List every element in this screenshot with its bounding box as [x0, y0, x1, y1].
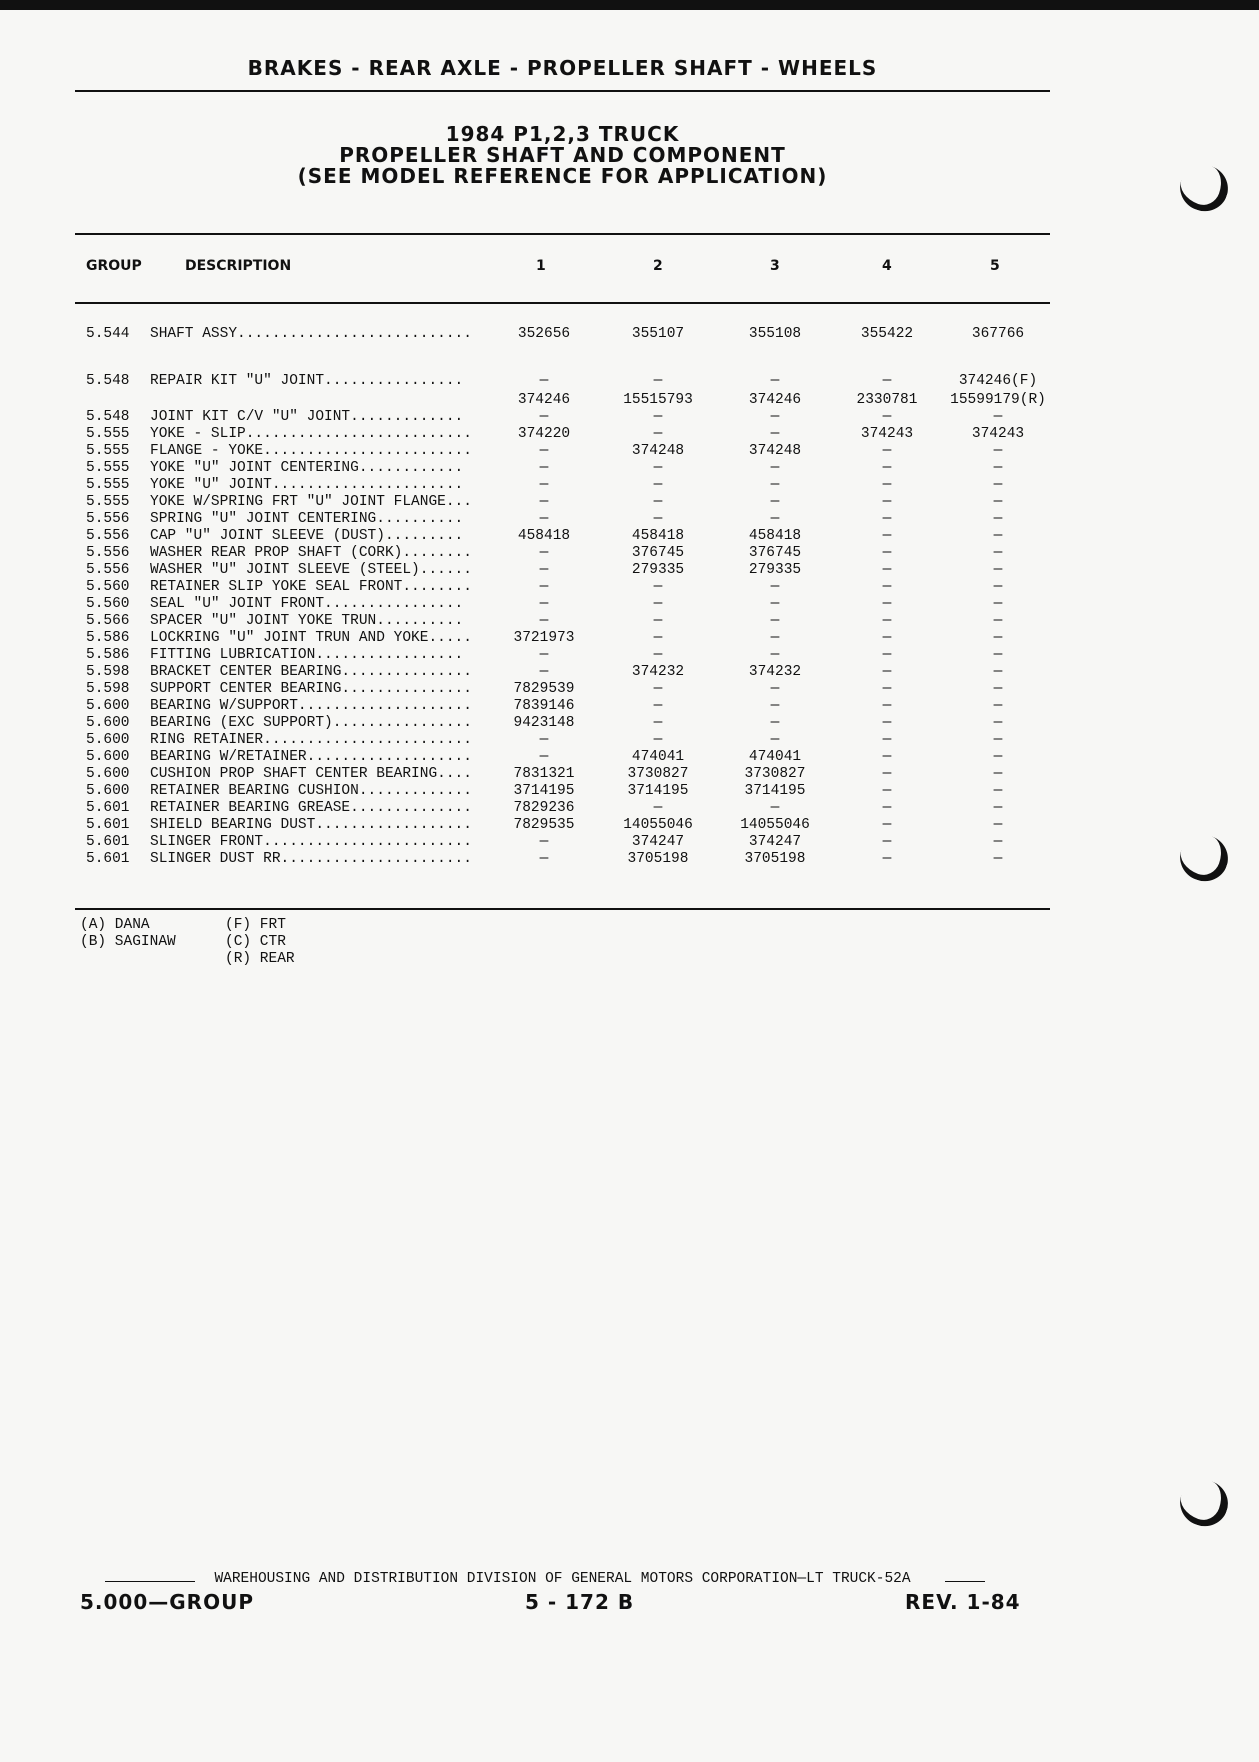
model-4-cell: — — [882, 715, 892, 731]
group-cell: 5.601 — [86, 817, 130, 833]
table-row — [0, 409, 1259, 426]
description-cell: RETAINER SLIP YOKE SEAL FRONT........ — [150, 579, 472, 595]
description-cell: FLANGE - YOKE........................ — [150, 443, 472, 459]
model-4-cell: — — [882, 373, 892, 389]
description-cell: WASHER "U" JOINT SLEEVE (STEEL)...... — [150, 562, 472, 578]
table-row — [0, 562, 1259, 579]
model-3-cell: — — [770, 613, 780, 629]
model-2-cell: — — [653, 373, 663, 389]
model-5-cell: — — [993, 613, 1003, 629]
description-cell: BEARING (EXC SUPPORT)................ — [150, 715, 472, 731]
group-cell: 5.560 — [86, 596, 130, 612]
model-4-cell: — — [882, 562, 892, 578]
model-1-cell: — — [539, 579, 549, 595]
model-3-cell: — — [770, 800, 780, 816]
table-row — [0, 834, 1259, 851]
model-3-cell: 376745 — [748, 545, 802, 561]
group-cell: 5.555 — [86, 460, 130, 476]
table-row — [0, 460, 1259, 477]
model-4-cell: — — [882, 596, 892, 612]
model-4-cell: — — [882, 766, 892, 782]
description-cell: SPACER "U" JOINT YOKE TRUN.......... — [150, 613, 464, 629]
model-5-cell: — — [993, 749, 1003, 765]
model-3-cell: — — [770, 373, 780, 389]
model-3-cell: — — [770, 579, 780, 595]
group-cell: 5.556 — [86, 511, 130, 527]
model-5-cell: — — [993, 681, 1003, 697]
model-4-cell: — — [882, 698, 892, 714]
footer-group-label: 5.000—GROUP — [80, 1590, 254, 1614]
description-cell: SHAFT ASSY........................... — [150, 326, 472, 342]
legend-item: (R) REAR — [225, 951, 295, 967]
table-row — [0, 732, 1259, 749]
model-5-cell: — — [993, 460, 1003, 476]
model-3-cell: — — [770, 409, 780, 425]
model-4-cell: 355422 — [860, 326, 914, 342]
model-2-cell: 3705198 — [627, 851, 689, 867]
description-cell: RETAINER BEARING GREASE.............. — [150, 800, 472, 816]
subtitle-line-1: 1984 P1,2,3 TRUCK — [445, 122, 680, 146]
group-cell: 5.566 — [86, 613, 130, 629]
column-header-2: 2 — [653, 258, 663, 274]
model-4-cell: — — [882, 460, 892, 476]
group-cell: 5.600 — [86, 766, 130, 782]
binder-hole-mark — [1174, 1473, 1235, 1533]
model-3-cell: 279335 — [748, 562, 802, 578]
column-header-3: 3 — [770, 258, 780, 274]
model-3-cell: — — [770, 426, 780, 442]
legend-item: (C) CTR — [225, 934, 286, 950]
description-cell: BEARING W/RETAINER................... — [150, 749, 472, 765]
table-row — [0, 851, 1259, 868]
model-2-cell: 374248 — [631, 443, 685, 459]
model-3-cell: 374232 — [748, 664, 802, 680]
legend-item: (B) SAGINAW — [80, 934, 176, 950]
model-5-cell: — — [993, 851, 1003, 867]
group-cell: 5.586 — [86, 630, 130, 646]
model-3-cell: 355108 — [748, 326, 802, 342]
model-5-cell: — — [993, 715, 1003, 731]
model-5-cell: — — [993, 766, 1003, 782]
model-3-cell: — — [770, 494, 780, 510]
model-4-cell: — — [882, 528, 892, 544]
model-2-cell: — — [653, 715, 663, 731]
model-3-cell: 14055046 — [740, 817, 810, 833]
description-cell: CUSHION PROP SHAFT CENTER BEARING.... — [150, 766, 472, 782]
group-cell: 5.601 — [86, 800, 130, 816]
description-cell: JOINT KIT C/V "U" JOINT............. — [150, 409, 464, 425]
model-4-cell: 374243 — [860, 426, 914, 442]
model-4-cell: — — [882, 664, 892, 680]
model-3-cell: — — [770, 698, 780, 714]
model-4-cell: — — [882, 545, 892, 561]
model-2-cell: — — [653, 800, 663, 816]
model-5-cell: — — [993, 443, 1003, 459]
model-2-cell: 279335 — [631, 562, 685, 578]
model-2-cell: — — [653, 426, 663, 442]
description-cell: SHIELD BEARING DUST.................. — [150, 817, 472, 833]
header-rule — [75, 90, 1050, 92]
table-row — [0, 545, 1259, 562]
model-3-cell: — — [770, 647, 780, 663]
model-4-cell: — — [882, 681, 892, 697]
table-row — [0, 647, 1259, 664]
group-cell: 5.560 — [86, 579, 130, 595]
table-bottom-rule — [75, 908, 1050, 910]
footer-page-number: 5 - 172 B — [525, 1590, 635, 1614]
model-3-cell: 458418 — [748, 528, 802, 544]
model-1-cell: — — [539, 834, 549, 850]
top-edge-bar — [0, 0, 1259, 10]
table-row — [0, 715, 1259, 732]
model-4-cell: — — [882, 477, 892, 493]
footer-division-text: WAREHOUSING AND DISTRIBUTION DIVISION OF GENERAL MOTORS CORPORATION—LT TRUCK-52A — [214, 1571, 911, 1587]
model-5-cell: — — [993, 477, 1003, 493]
model-2-cell: 14055046 — [623, 817, 693, 833]
model-5-cell: — — [993, 545, 1003, 561]
group-cell: 5.600 — [86, 732, 130, 748]
legend-item: (F) FRT — [225, 917, 286, 933]
binder-hole-mark — [1174, 158, 1235, 218]
group-cell: 5.601 — [86, 834, 130, 850]
model-1-cell: — — [539, 851, 549, 867]
group-cell: 5.556 — [86, 528, 130, 544]
model-3-cell: — — [770, 596, 780, 612]
group-cell: 5.598 — [86, 664, 130, 680]
description-cell: REPAIR KIT "U" JOINT................ — [150, 373, 464, 389]
table-row — [0, 749, 1259, 766]
model-4-cell: — — [882, 732, 892, 748]
model-5-cell: — — [993, 409, 1003, 425]
model-3-cell: — — [770, 630, 780, 646]
model-1-cell: 352656 — [517, 326, 571, 342]
model-1-cell: 374220 — [517, 426, 571, 442]
description-cell: YOKE "U" JOINT CENTERING............ — [150, 460, 464, 476]
table-row — [0, 817, 1259, 834]
table-row — [0, 477, 1259, 494]
description-cell: SPRING "U" JOINT CENTERING.......... — [150, 511, 464, 527]
model-1-cell: — — [539, 460, 549, 476]
page-header-title: BRAKES - REAR AXLE - PROPELLER SHAFT - WHEELS — [247, 56, 878, 80]
description-cell: YOKE - SLIP.......................... — [150, 426, 472, 442]
model-5-cell: — — [993, 834, 1003, 850]
model-2-cell: — — [653, 477, 663, 493]
table-row — [0, 766, 1259, 783]
column-header-5: 5 — [990, 258, 1000, 274]
group-cell: 5.556 — [86, 545, 130, 561]
model-5-cell: — — [993, 562, 1003, 578]
group-cell: 5.600 — [86, 698, 130, 714]
group-cell: 5.601 — [86, 851, 130, 867]
model-3-cell: 374247 — [748, 834, 802, 850]
model-3-cell: — — [770, 460, 780, 476]
description-cell: SUPPORT CENTER BEARING............... — [150, 681, 472, 697]
model-5-cell: — — [993, 511, 1003, 527]
model-1-cell: 7829539 — [513, 681, 575, 697]
table-row — [0, 698, 1259, 715]
model-4-cell: — — [882, 800, 892, 816]
table-row — [0, 494, 1259, 511]
model-2-cell: — — [653, 647, 663, 663]
model-3-cell: — — [770, 681, 780, 697]
model-4-cell: — — [882, 409, 892, 425]
model-3-cell: 374246 — [748, 392, 802, 408]
model-1-cell: — — [539, 664, 549, 680]
description-cell: LOCKRING "U" JOINT TRUN AND YOKE..... — [150, 630, 472, 646]
model-3-cell: 3730827 — [744, 766, 806, 782]
model-2-cell: 15515793 — [623, 392, 693, 408]
model-3-cell: 374248 — [748, 443, 802, 459]
model-5-cell: 367766 — [971, 326, 1025, 342]
model-3-cell: 3705198 — [744, 851, 806, 867]
model-2-cell: — — [653, 494, 663, 510]
model-1-cell: — — [539, 613, 549, 629]
model-1-cell: 7839146 — [513, 698, 575, 714]
model-1-cell: — — [539, 373, 549, 389]
table-row — [0, 630, 1259, 647]
table-row — [0, 426, 1259, 443]
description-cell: SLINGER DUST RR...................... — [150, 851, 472, 867]
model-2-cell: — — [653, 579, 663, 595]
model-2-cell: — — [653, 681, 663, 697]
group-cell: 5.548 — [86, 409, 130, 425]
table-row — [0, 579, 1259, 596]
description-cell: BEARING W/SUPPORT.................... — [150, 698, 472, 714]
table-row — [0, 511, 1259, 528]
table-row — [0, 326, 1259, 343]
model-5-cell: — — [993, 579, 1003, 595]
model-1-cell: — — [539, 647, 549, 663]
model-4-cell: 2330781 — [856, 392, 918, 408]
group-cell: 5.600 — [86, 715, 130, 731]
model-1-cell: — — [539, 409, 549, 425]
description-cell: RETAINER BEARING CUSHION............. — [150, 783, 472, 799]
subtitle-line-3: (SEE MODEL REFERENCE FOR APPLICATION) — [297, 164, 828, 188]
model-3-cell: 3714195 — [744, 783, 806, 799]
table-row — [0, 596, 1259, 613]
model-5-cell: — — [993, 783, 1003, 799]
model-1-cell: 3714195 — [513, 783, 575, 799]
model-4-cell: — — [882, 647, 892, 663]
model-4-cell: — — [882, 851, 892, 867]
model-2-cell: — — [653, 460, 663, 476]
description-cell: RING RETAINER........................ — [150, 732, 472, 748]
description-cell: WASHER REAR PROP SHAFT (CORK)........ — [150, 545, 472, 561]
model-1-cell: — — [539, 562, 549, 578]
description-cell: YOKE W/SPRING FRT "U" JOINT FLANGE... — [150, 494, 472, 510]
table-row — [0, 613, 1259, 630]
description-cell: SLINGER FRONT........................ — [150, 834, 472, 850]
model-5-cell: — — [993, 817, 1003, 833]
model-1-cell: — — [539, 596, 549, 612]
group-cell: 5.598 — [86, 681, 130, 697]
model-4-cell: — — [882, 749, 892, 765]
table-row — [0, 528, 1259, 545]
model-3-cell: — — [770, 477, 780, 493]
table-row — [0, 373, 1259, 390]
model-3-cell: 474041 — [748, 749, 802, 765]
table-row — [0, 681, 1259, 698]
description-cell: BRACKET CENTER BEARING............... — [150, 664, 472, 680]
group-cell: 5.556 — [86, 562, 130, 578]
model-3-cell: — — [770, 715, 780, 731]
group-cell: 5.555 — [86, 494, 130, 510]
table-row — [0, 392, 1259, 409]
model-1-cell: — — [539, 443, 549, 459]
model-3-cell: — — [770, 732, 780, 748]
model-4-cell: — — [882, 834, 892, 850]
model-5-cell: — — [993, 596, 1003, 612]
group-cell: 5.600 — [86, 783, 130, 799]
model-2-cell: 376745 — [631, 545, 685, 561]
model-1-cell: 7829236 — [513, 800, 575, 816]
model-1-cell: — — [539, 494, 549, 510]
model-2-cell: — — [653, 613, 663, 629]
model-2-cell: 374247 — [631, 834, 685, 850]
model-2-cell: 3714195 — [627, 783, 689, 799]
table-top-rule — [75, 233, 1050, 235]
model-4-cell: — — [882, 443, 892, 459]
model-1-cell: 374246 — [517, 392, 571, 408]
group-cell: 5.555 — [86, 426, 130, 442]
model-2-cell: 474041 — [631, 749, 685, 765]
model-4-cell: — — [882, 511, 892, 527]
description-cell: FITTING LUBRICATION................. — [150, 647, 464, 663]
model-5-cell: 15599179(R) — [950, 392, 1046, 408]
model-3-cell: — — [770, 511, 780, 527]
model-4-cell: — — [882, 613, 892, 629]
model-2-cell: — — [653, 732, 663, 748]
table-row — [0, 443, 1259, 460]
model-2-cell: 3730827 — [627, 766, 689, 782]
model-2-cell: 374232 — [631, 664, 685, 680]
model-4-cell: — — [882, 630, 892, 646]
model-5-cell: — — [993, 528, 1003, 544]
model-1-cell: 9423148 — [513, 715, 575, 731]
model-1-cell: 458418 — [517, 528, 571, 544]
table-row — [0, 783, 1259, 800]
model-2-cell: — — [653, 409, 663, 425]
model-2-cell: — — [653, 511, 663, 527]
column-header-group: GROUP — [86, 258, 142, 274]
model-1-cell: 3721973 — [513, 630, 575, 646]
table-row — [0, 664, 1259, 681]
model-5-cell: — — [993, 800, 1003, 816]
model-5-cell: — — [993, 647, 1003, 663]
column-header-4: 4 — [882, 258, 892, 274]
model-4-cell: — — [882, 494, 892, 510]
model-1-cell: 7831321 — [513, 766, 575, 782]
column-header-1: 1 — [536, 258, 546, 274]
model-2-cell: 458418 — [631, 528, 685, 544]
footer-revision: REV. 1-84 — [905, 1590, 1021, 1614]
group-cell: 5.586 — [86, 647, 130, 663]
group-cell: 5.544 — [86, 326, 130, 342]
model-1-cell: — — [539, 511, 549, 527]
model-2-cell: 355107 — [631, 326, 685, 342]
description-cell: CAP "U" JOINT SLEEVE (DUST)......... — [150, 528, 464, 544]
model-5-cell: — — [993, 698, 1003, 714]
group-cell: 5.548 — [86, 373, 130, 389]
group-cell: 5.555 — [86, 443, 130, 459]
subtitle-line-2: PROPELLER SHAFT AND COMPONENT — [339, 143, 786, 167]
model-5-cell: — — [993, 664, 1003, 680]
model-5-cell: 374243 — [971, 426, 1025, 442]
description-cell: SEAL "U" JOINT FRONT................ — [150, 596, 464, 612]
model-1-cell: — — [539, 477, 549, 493]
model-5-cell: 374246(F) — [958, 373, 1038, 389]
group-cell: 5.555 — [86, 477, 130, 493]
legend-item: (A) DANA — [80, 917, 150, 933]
model-1-cell: — — [539, 749, 549, 765]
model-1-cell: — — [539, 732, 549, 748]
table-row — [0, 800, 1259, 817]
model-5-cell: — — [993, 732, 1003, 748]
model-2-cell: — — [653, 596, 663, 612]
description-cell: YOKE "U" JOINT...................... — [150, 477, 464, 493]
model-4-cell: — — [882, 783, 892, 799]
model-1-cell: — — [539, 545, 549, 561]
model-2-cell: — — [653, 630, 663, 646]
table-header-rule — [75, 302, 1050, 304]
model-4-cell: — — [882, 817, 892, 833]
group-cell: 5.600 — [86, 749, 130, 765]
column-header-description: DESCRIPTION — [185, 258, 292, 274]
model-4-cell: — — [882, 579, 892, 595]
model-5-cell: — — [993, 630, 1003, 646]
model-1-cell: 7829535 — [513, 817, 575, 833]
model-5-cell: — — [993, 494, 1003, 510]
model-2-cell: — — [653, 698, 663, 714]
